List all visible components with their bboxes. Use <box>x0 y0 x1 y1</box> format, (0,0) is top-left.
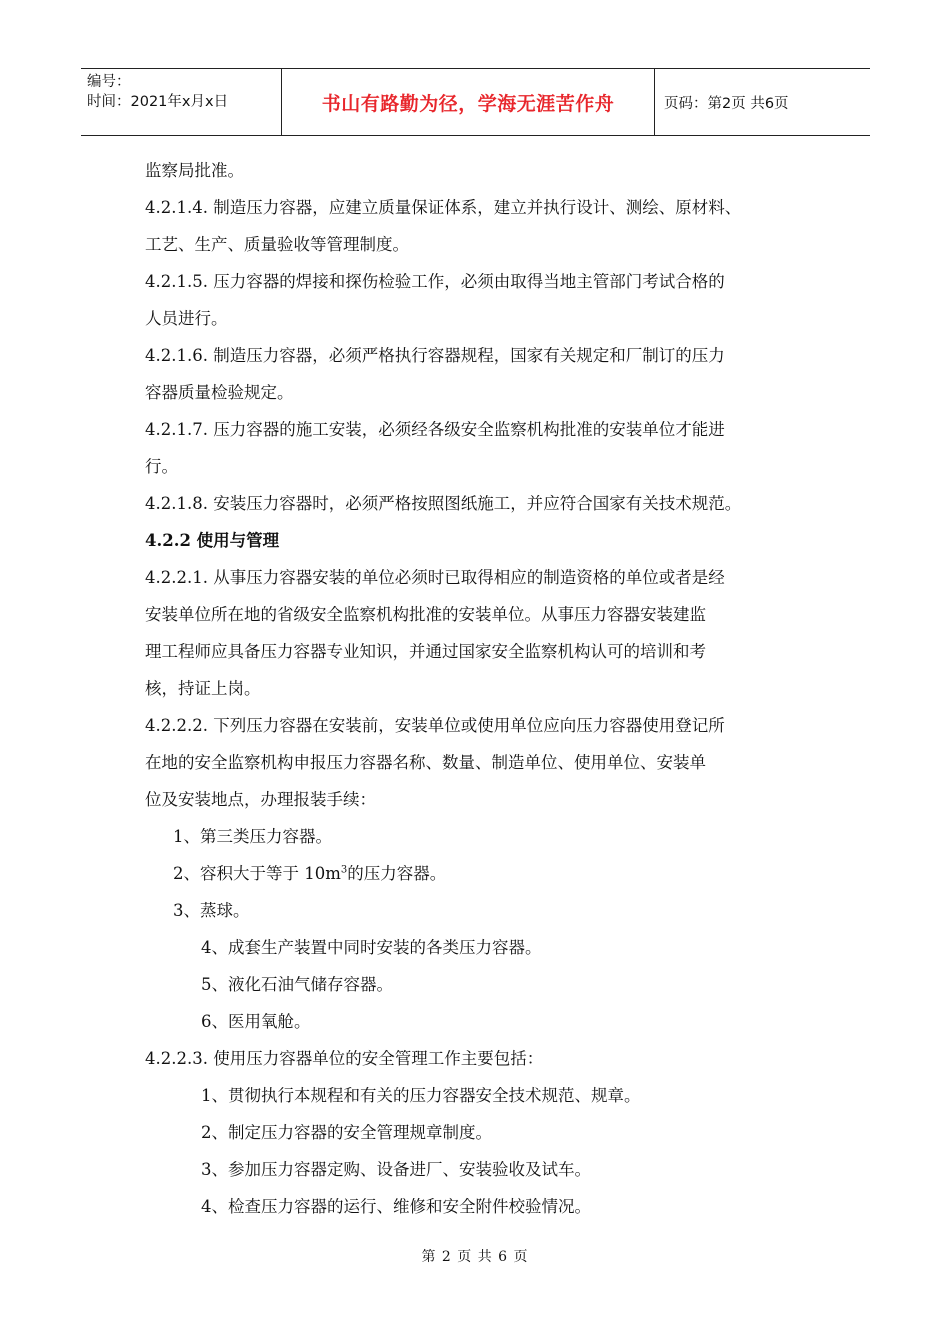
list-item: 1、第三类压力容器。 <box>173 827 332 846</box>
list-item-text: 的压力容器。 <box>347 864 447 883</box>
list-item: 4、检查压力容器的运行、维修和安全附件校验情况。 <box>201 1197 591 1216</box>
superscript: 3 <box>340 864 348 876</box>
clause-4-2-2-3: 4.2.2.3. 使用压力容器单位的安全管理工作主要包括： <box>145 1049 544 1068</box>
document-body <box>145 152 815 1225</box>
paragraph-line: 位及安装地点，办理报装手续： <box>145 790 376 809</box>
page-footer: 第 2 页 共 6 页 <box>421 1249 529 1265</box>
document-time-label: 时间：2021年x月x日 <box>87 94 229 110</box>
header-motto: 书山有路勤为径，学海无涯苦作舟 <box>282 69 655 135</box>
paragraph-line: 理工程师应具备压力容器专业知识，并通过国家安全监察机构认可的培训和考 <box>145 642 706 661</box>
clause-4-2-1-6: 4.2.1.6. 制造压力容器，必须严格执行容器规程，国家有关规定和厂制订的压力 <box>145 346 725 365</box>
list-item: 3、蒸球。 <box>173 901 250 920</box>
clause-4-2-1-7: 4.2.1.7. 压力容器的施工安装，必须经各级安全监察机构批准的安装单位才能进 <box>145 420 725 439</box>
clause-4-2-2-2: 4.2.2.2. 下列压力容器在安装前，安装单位或使用单位应向压力容器使用登记所 <box>145 716 725 735</box>
list-item: 5、液化石油气储存容器。 <box>201 975 393 994</box>
list-item <box>145 855 815 892</box>
list-item: 2、制定压力容器的安全管理规章制度。 <box>201 1123 492 1142</box>
paragraph-line: 在地的安全监察机构申报压力容器名称、数量、制造单位、使用单位、安装单 <box>145 753 706 772</box>
paragraph-line: 容器质量检验规定。 <box>145 383 294 402</box>
list-item: 6、医用氧舱。 <box>201 1012 311 1031</box>
paragraph-line: 行。 <box>145 457 178 476</box>
header-meta <box>81 69 282 135</box>
header-page-number: 页码：第2页 共6页 <box>664 95 789 112</box>
clause-4-2-1-4: 4.2.1.4. 制造压力容器，应建立质量保证体系，建立并执行设计、测绘、原材料、 <box>145 198 742 217</box>
paragraph-line: 核，持证上岗。 <box>145 679 261 698</box>
clause-4-2-1-5: 4.2.1.5. 压力容器的焊接和探伤检验工作，必须由取得当地主管部门考试合格的 <box>145 272 725 291</box>
list-item: 1、贯彻执行本规程和有关的压力容器安全技术规范、规章。 <box>201 1086 641 1105</box>
clause-4-2-2-1: 4.2.2.1. 从事压力容器安装的单位必须时已取得相应的制造资格的单位或者是经 <box>145 568 725 587</box>
document-number-label: 编号： <box>87 74 131 90</box>
list-item-text: 2、容积大于等于 10m <box>173 864 341 883</box>
paragraph-line: 安装单位所在地的省级安全监察机构批准的安装单位。从事压力容器安装建监 <box>145 605 706 624</box>
paragraph-line: 工艺、生产、质量验收等管理制度。 <box>145 235 409 254</box>
section-heading-4-2-2: 4.2.2 使用与管理 <box>145 531 280 550</box>
list-item: 4、成套生产装置中同时安装的各类压力容器。 <box>201 938 542 957</box>
paragraph-line: 监察局批准。 <box>145 161 244 180</box>
paragraph-line: 人员进行。 <box>145 309 228 328</box>
page-header <box>81 68 870 136</box>
list-item: 3、参加压力容器定购、设备进厂、安装验收及试车。 <box>201 1160 591 1179</box>
clause-4-2-1-8: 4.2.1.8. 安装压力容器时，必须严格按照图纸施工，并应符合国家有关技术规范。 <box>145 494 742 513</box>
